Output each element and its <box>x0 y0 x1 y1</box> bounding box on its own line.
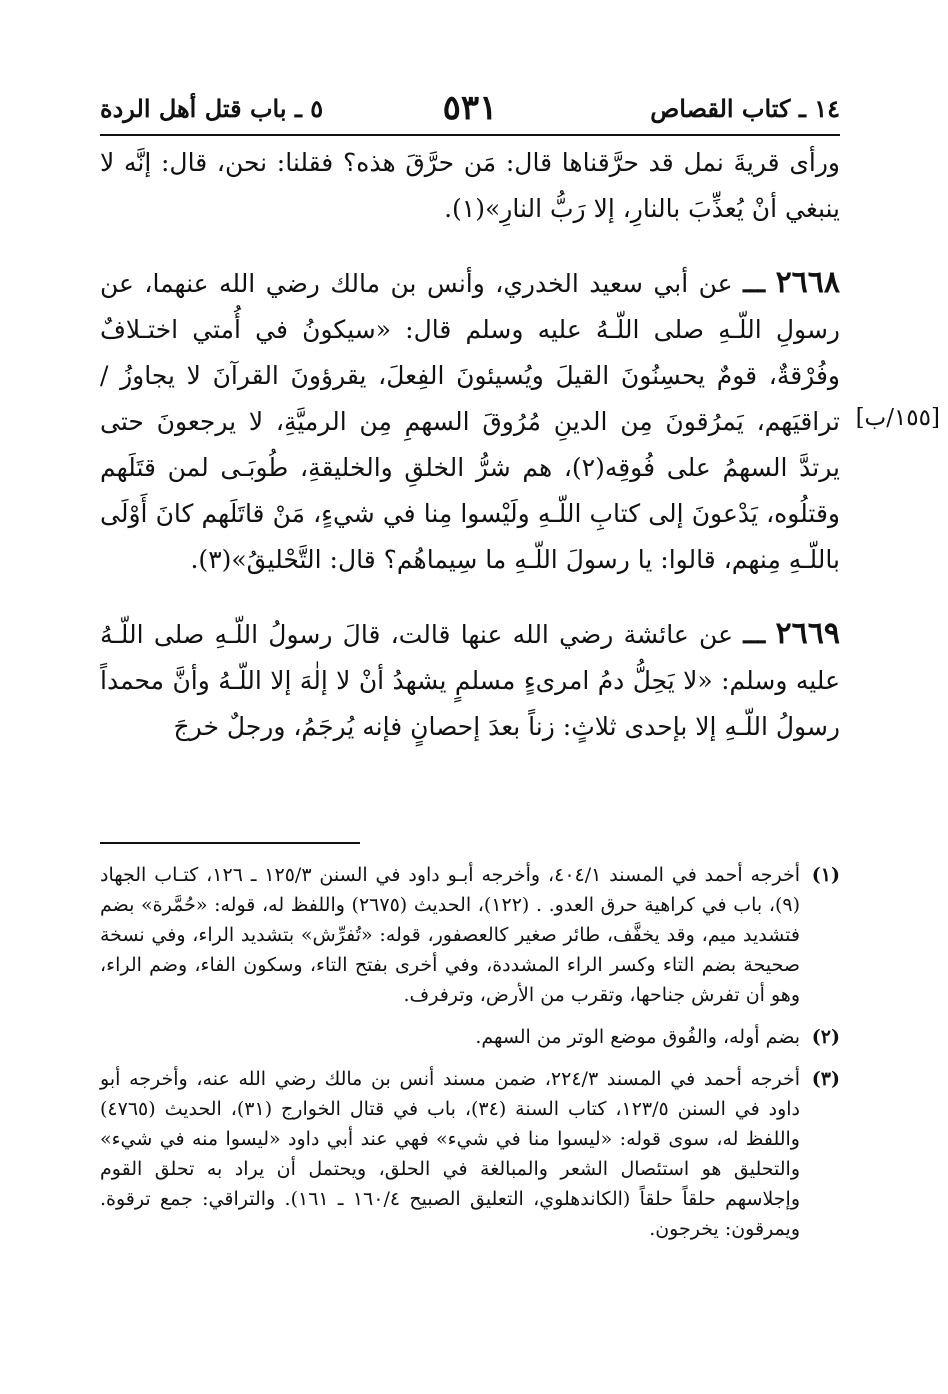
hadith-dash: ـــ <box>743 269 766 298</box>
hadith-dash: ـــ <box>743 620 766 649</box>
hadith-text: عن أبي سعيد الخدري، وأنس بن مالك رضي الله عنهما، عن رسولِ اللّـهِ صلى اللّـهُ عليه وسلم قال: «سيكونُ في أُمتي اختـلافٌ وفُرْقةٌ، قومٌ يحسِنُونَ القيلَ ويُسيئونَ الفِعلَ، يقرؤونَ القرآنَ لا يجاوزُ / تراقيَهم، يَمرُقونَ مِن الدينِ مُرُوقَ السهمِ مِن الرميَّةِ، لا يرجعونَ حتى يرتدَّ السهمُ على فُوقِه(٢)، هم شرُّ الخلقِ والخليقةِ، طُوبَـى لمن قتَلَهم وقتلُوه، يَدْعونَ إلى كتابِ اللّـهِ ولَيْسوا مِنا في شيءٍ، مَنْ قاتَلَهم كانَ أَوْلَى باللّـهِ مِنهم، قالوا: يا رسولَ اللّـهِ ما سِيماهُم؟ قال: التَّحْليقُ»(٣). <box>100 269 840 574</box>
footnote <box>100 1022 840 1052</box>
running-header <box>100 88 840 128</box>
continuation-paragraph: ورأى قريةَ نمل قد حرَّقناها قال: مَن حرَّقَ هذه؟ فقلنا: نحن، قال: إنَّه لا ينبغي أنْ يُعذِّبَ بالنارِ، إلا رَبُّ النارِ»(١). <box>100 148 840 223</box>
hadith-number: ٢٦٦٨ <box>775 265 841 300</box>
footnote-number: (٣) <box>811 1068 840 1090</box>
footnote-number: (١) <box>811 864 840 886</box>
footnote <box>100 860 840 1010</box>
hadith-2668 <box>100 260 840 583</box>
header-book-title: ١٤ ـ كتاب القصاص <box>650 93 840 123</box>
book-page <box>100 0 940 1394</box>
page-number: ٥٣١ <box>442 88 498 128</box>
hadith-2669 <box>100 611 840 750</box>
header-chapter-title: ٥ ـ باب قتل أهل الردة <box>100 93 324 123</box>
hadith-text: عن عائشة رضي الله عنها قالت، قالَ رسولُ اللّـهِ صلى اللّـهُ عليه وسلم: «لا يَحِلُّ دمُ امرىءٍ مسلمٍ يشهدُ أنْ لا إلٰهَ إلا اللّـهُ وأنَّ محمداً رسولُ اللّـهِ إلا بإحدى ثلاثٍ: زناً بعدَ إحصانٍ فإنه يُرجَمُ، ورجلٌ خرجَ <box>100 620 840 741</box>
header-divider <box>100 134 840 136</box>
manuscript-folio-reference: [١٥٥/ب] <box>855 405 940 431</box>
footnote-divider <box>100 842 360 844</box>
footnote-text: بضم أوله، والفُوق موضع الوتر من السهم. <box>475 1026 800 1048</box>
hadith-number: ٢٦٦٩ <box>775 616 840 651</box>
footnote-text: أخرجه أحمد في المسند ٢٢٤/٣، ضمن مسند أنس بن مالك رضي الله عنه، وأخرجه أبو داود في السنن ١٢٣/٥، كتاب السنة (٣٤)، باب في قتال الخوارج (٣١)، الحديث (٤٧٦٥) واللفظ له، سوى قوله: «ليسوا منا في شيء» فهي عند أبي داود «ليسوا منه في شيء» والتحليق هو استئصال الشعر والمبالغة في الحلق، ويحتمل أن يراد به تحلق القوم وإجلاسهم حلقاً حلقاً (الكاندهلوي، التعليق الصبيح ١٦٠/٤ ـ ١٦١). والتراقي: جمع ترقوة. ويمرقون: يخرجون. <box>100 1068 800 1240</box>
footnote <box>100 1064 840 1244</box>
footnotes <box>100 860 840 1256</box>
main-text <box>100 140 840 750</box>
footnote-number: (٢) <box>811 1026 840 1048</box>
footnote-text: أخرجه أحمد في المسند ٤٠٤/١، وأخرجه أبـو داود في السنن ١٢٥/٣ ـ ١٢٦، كتـاب الجهاد (٩)، باب في كراهية حرق العدو. . (١٢٢)، الحديث (٢٦٧٥) واللفظ له، قوله: «حُمَّرة» بضم فتشديد ميم، وقد يخفَّف، طائر صغير كالعصفور، قوله: «تُفرِّش» بتشديد الراء، وفي نسخة صحيحة بضم التاء وكسر الراء المشددة، وفي أخرى بفتح التاء، وسكون الفاء، وضم الراء، وهو أن تفرش جناحها، وتقرب من الأرض، وترفرف. <box>100 864 800 1006</box>
